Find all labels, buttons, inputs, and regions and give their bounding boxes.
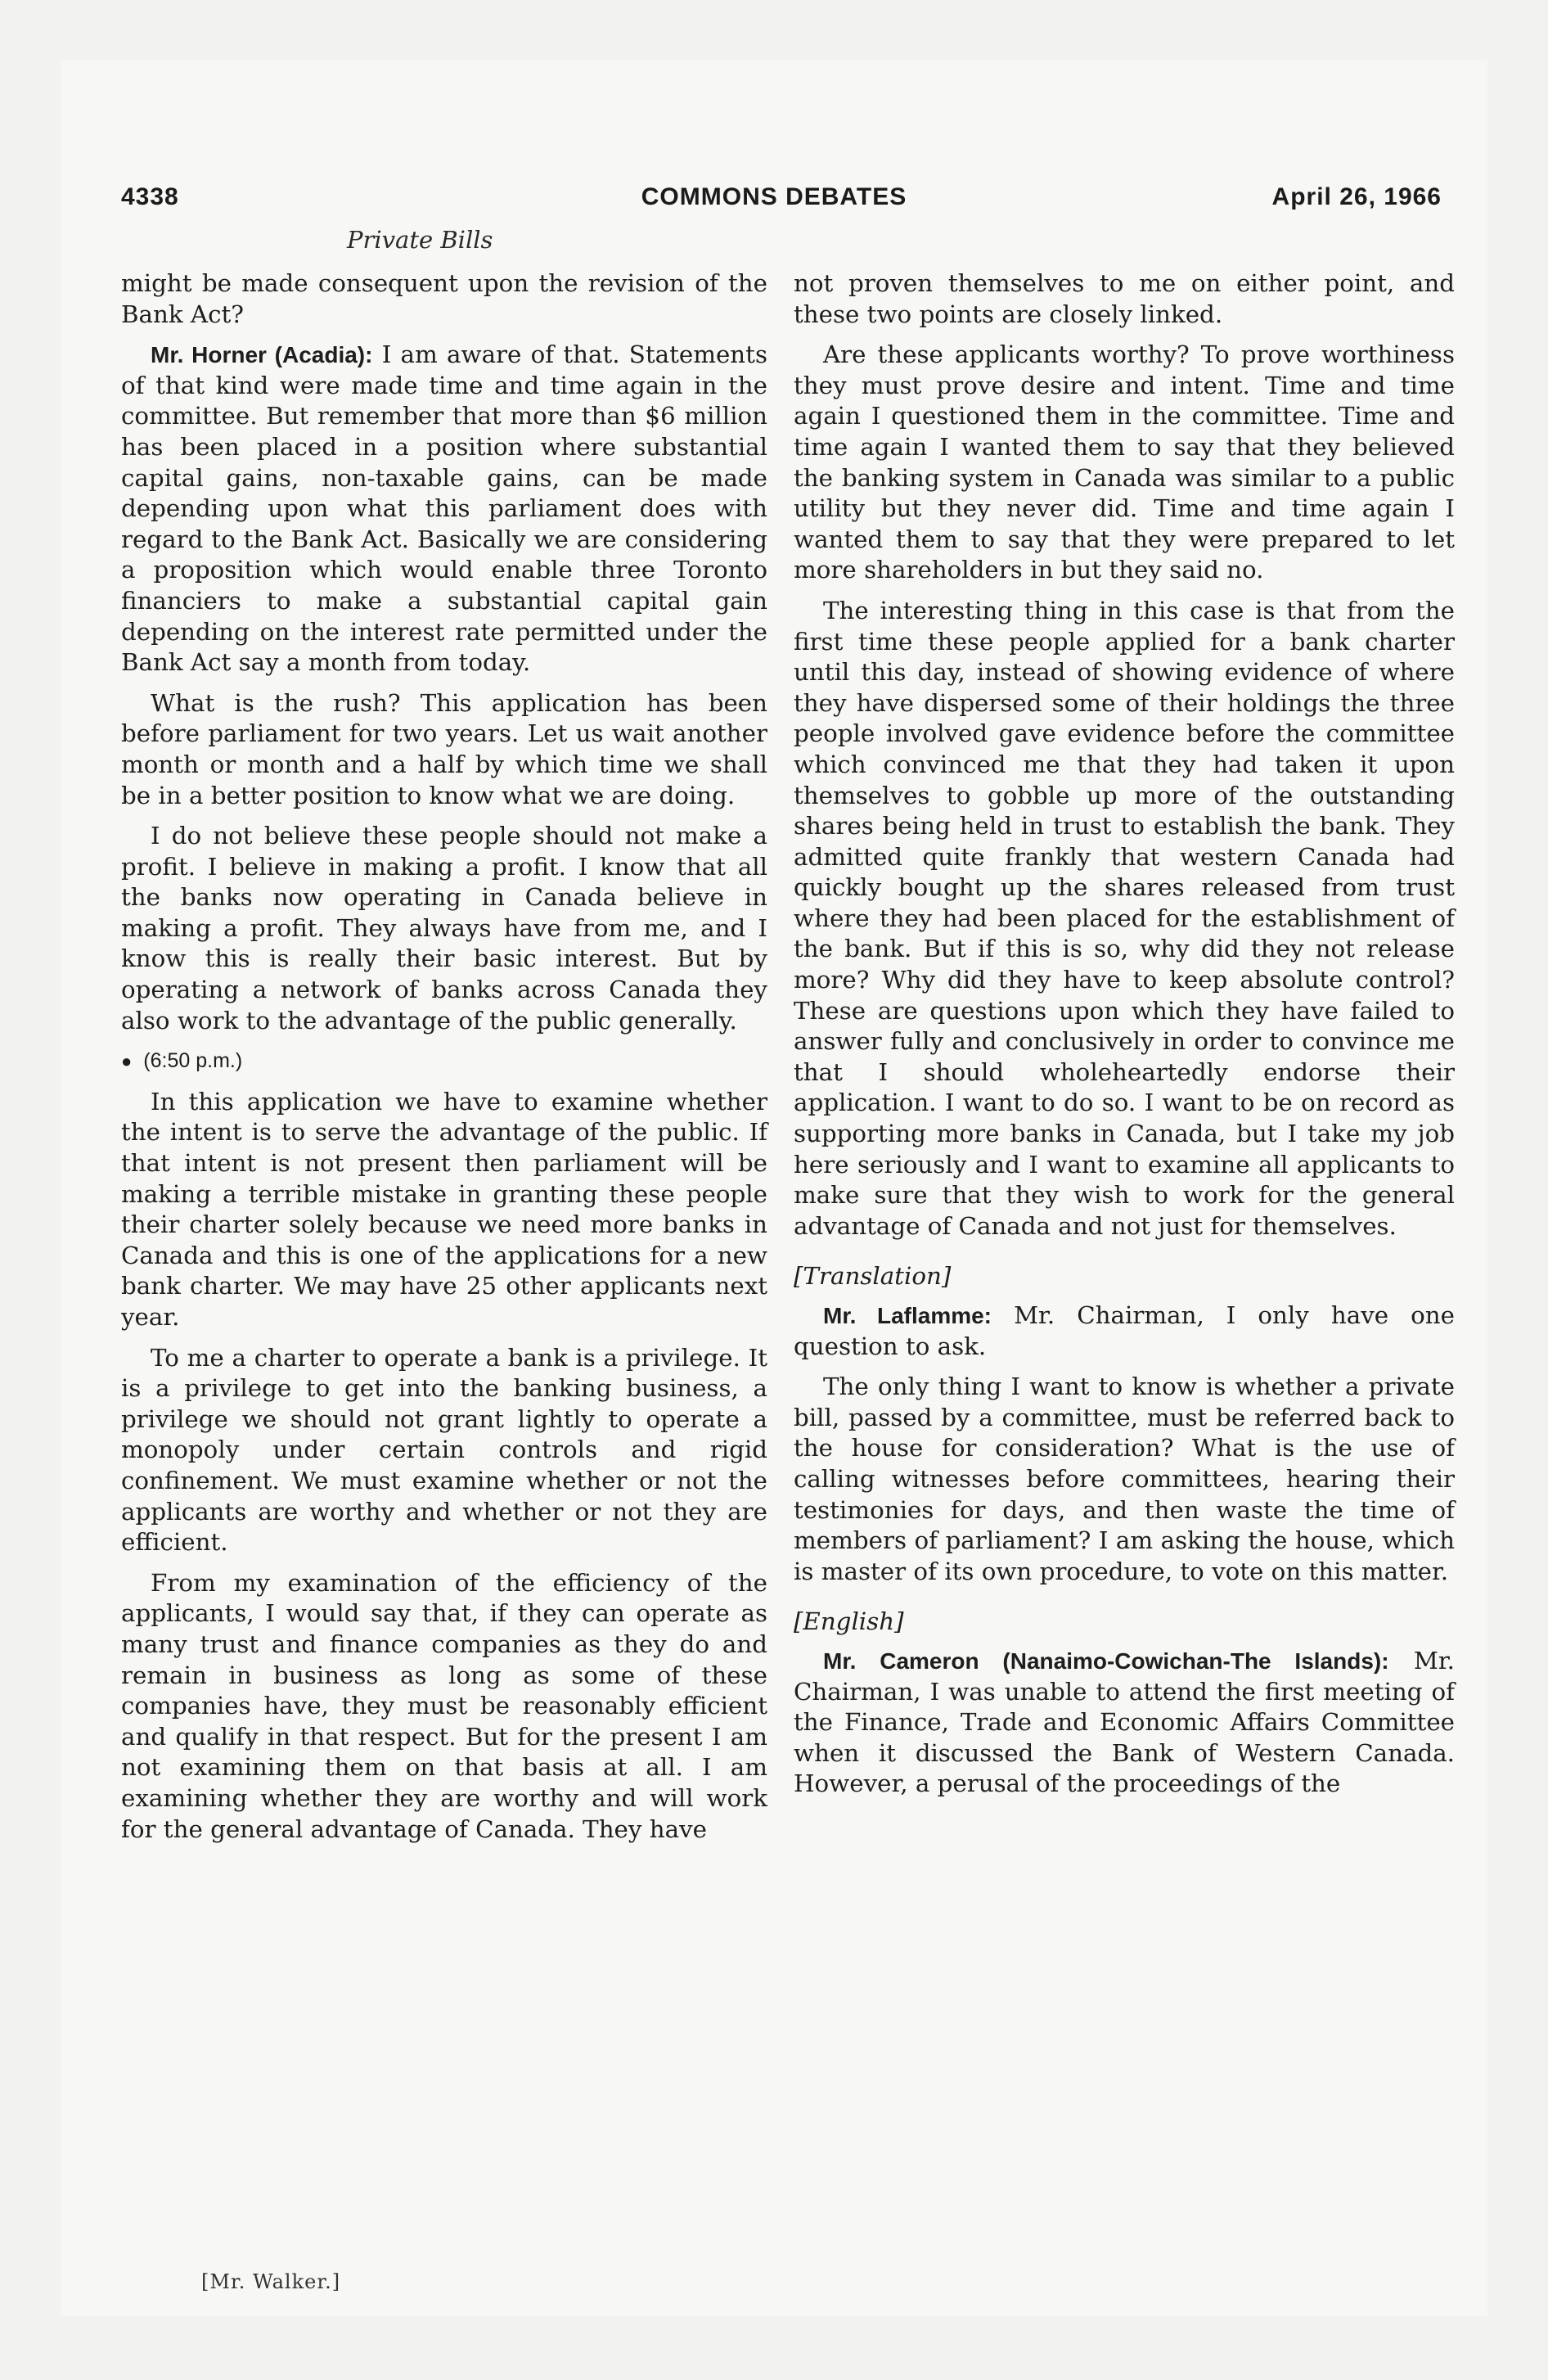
section-label: Private Bills	[347, 226, 493, 254]
speech-text: Mr. Chairman, I only have one question to ask.	[794, 1301, 1455, 1360]
timestamp-text: (6:50 p.m.)	[143, 1049, 243, 1073]
right-column	[794, 268, 1455, 1810]
paragraph: might be made consequent upon the revision of the Bank Act?	[121, 269, 767, 328]
paragraph: From my examination of the efficiency of the applicants, I would say that, if they can operate as many trust and finance companies as they do and remain in business as long as some of these companies have, they must be reasonably efficient and qualify in that respect. But for the present I am not examining them on that basis at all. I am examining whether they are worthy and will work for the general advantage of Canada. They have	[121, 1568, 767, 1843]
paragraph: The interesting thing in this case is that from the first time these people applied for a bank charter until this day, instead of showing evidence of where they have dispersed some of their holdings the three people involved gave evidence before the committee which convinced me that they had taken it upon themselves to gobble up more of the outstanding shares being held in trust to establish the bank. They admitted quite frankly that western Canada had quickly bought up the shares released from trust where they had been placed for the establishment of the bank. But if this is so, why did they not release more? Why did they have to keep absolute control? These are questions upon which they have failed to answer fully and conclusively in order to convince me that I should wholeheartedly endorse their application. I want to do so. I want to be on record as supporting more banks in Canada, but I take my job here seriously and I want to examine all applicants to make sure that they wish to work for the general advantage of Canada and not just for themselves.	[794, 596, 1455, 1240]
paragraph: What is the rush? This application has been before parliament for two years. Let us wait another month or month and a half by which time we shall be in a better position to know what we are doing.	[121, 688, 767, 809]
journal-title: COMMONS DEBATES	[641, 183, 907, 210]
speech-text: I am aware of that. Statements of that kind were made time and time again in the committee. But remember that more than $6 million has been placed in a position where substantial capital gains, non-taxable gains, can be made depending upon what this parliament does with regard to the Bank Act. Basically we are considering a proposition which would enable three Toronto financiers to make a substantial capital gain depending on the interest rate permitted under the Bank Act say a month from today.	[121, 340, 767, 677]
paragraph	[794, 1646, 1455, 1800]
left-column	[121, 268, 767, 1855]
paragraph	[794, 1300, 1455, 1362]
bullet-icon: ●	[121, 1051, 133, 1072]
language-marker: [English]	[794, 1607, 904, 1636]
paragraph	[121, 340, 767, 678]
paragraph: not proven themselves to me on either point, and these two points are closely linked.	[794, 269, 1455, 328]
speaker-name: Mr. Laflamme:	[823, 1303, 992, 1328]
paragraph: Are these applicants worthy? To prove worthiness they must prove desire and intent. Time and time again I questioned them in the committee. Time and time again I wanted them to say that they believed the banking system in Canada was similar to a public utility but they never did. Time and time again I wanted them to say that they were prepared to let more shareholders in but they said no.	[794, 340, 1455, 584]
speaker-name: Mr. Cameron (Nanaimo-Cowichan-The Islands):	[823, 1648, 1389, 1674]
speaker-footnote: [Mr. Walker.]	[201, 2270, 341, 2293]
page-header	[61, 183, 1487, 232]
speech-text: Mr. Chairman, I was unable to attend the first meeting of the Finance, Trade and Economic Affairs Committee when it discussed the Bank of Western Canada. However, a perusal of the proceedings of the	[794, 1646, 1455, 1798]
document-page	[61, 61, 1487, 2316]
speaker-name: Mr. Horner (Acadia):	[151, 342, 373, 368]
paragraph: To me a charter to operate a bank is a privilege. It is a privilege to get into the banking business, a privilege we should not grant lightly to operate a monopoly under certain controls and rigid confinement. We must examine whether or not the applicants are worthy and whether or not they are efficient.	[121, 1343, 767, 1557]
language-marker: [Translation]	[794, 1262, 952, 1291]
paragraph: I do not believe these people should not make a profit. I believe in making a profit. I know that all the banks now operating in Canada believe in making a profit. They always have from me, and I know this is really their basic interest. But by operating a network of banks across Canada they also work to the advantage of the public generally.	[121, 822, 767, 1034]
issue-date: April 26, 1966	[1271, 183, 1442, 210]
paragraph: In this application we have to examine whether the intent is to serve the advantage of the public. If that intent is not present then parliament will be making a terrible mistake in granting these people their charter solely because we need more banks in Canada and this is one of the applications for a new bank charter. We may have 25 other applicants next year.	[121, 1087, 767, 1331]
page-number: 4338	[121, 183, 179, 210]
timestamp	[121, 1046, 767, 1077]
paragraph: The only thing I want to know is whether a private bill, passed by a committee, must be referred back to the house for consideration? What is the use of calling witnesses before committees, hearing their testimonies for days, and then waste the time of members of parliament? I am asking the house, which is master of its own procedure, to vote on this matter.	[794, 1373, 1455, 1585]
